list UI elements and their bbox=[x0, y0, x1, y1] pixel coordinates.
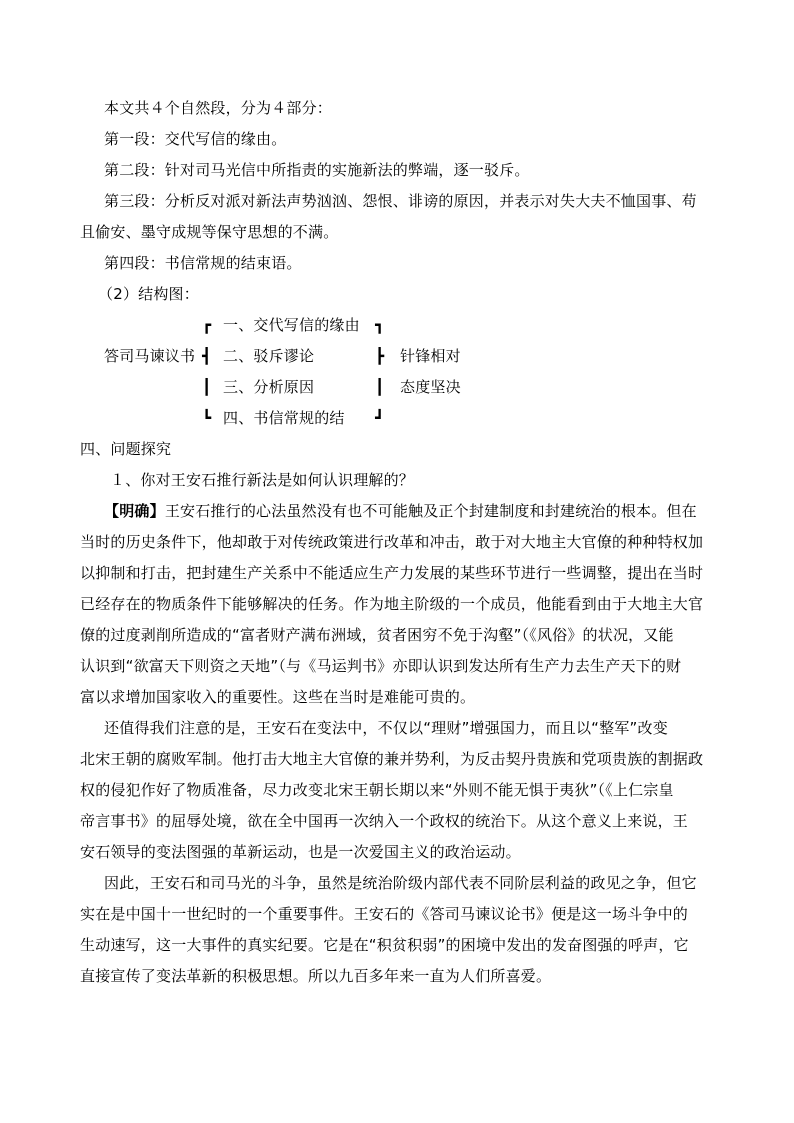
brace-bottom-right: ┛ bbox=[375, 409, 385, 427]
answer-line: 王安石推行的心法虽然没有也不可能触及正个封建制度和封建统治的根本。但在 bbox=[164, 502, 697, 520]
summary-paragraph-2: 第二段：针对司马光信中所指责的实施新法的弊端，逐一驳斥。 bbox=[104, 161, 530, 179]
brace-top-right: ┓ bbox=[375, 316, 385, 334]
structure-right-2: 态度坚决 bbox=[400, 378, 461, 396]
brace-bottom-left: ┗ bbox=[202, 409, 212, 427]
answer-line: 直接宣传了变法革新的积极思想。所以九百多年来一直为人们所喜爱。 bbox=[80, 967, 552, 985]
brace-vert-left: ┃ bbox=[202, 378, 212, 396]
question-1: １、你对王安石推行新法是如何认识理解的？ bbox=[110, 471, 415, 489]
summary-paragraph-3-line-2: 且偷安、墨守成规等保守思想的不满。 bbox=[80, 223, 339, 241]
brace-mid-right: ┣ bbox=[375, 347, 385, 365]
summary-paragraph-3-line-1: 第三段：分析反对派对新法声势汹汹、怨恨、诽谤的原因，并表示对失大夫不恤国事、苟 bbox=[104, 192, 697, 210]
summary-intro: 本文共４个自然段，分为４部分： bbox=[104, 99, 333, 117]
structure-item-3: 三、分析原因 bbox=[223, 378, 315, 396]
answer-paragraph-3 bbox=[80, 868, 724, 992]
brace-mid-left: ┫ bbox=[202, 347, 212, 365]
answer-line: 实在是中国十一世纪时的一个重要事件。王安石的《答司马谏议论书》便是这一场斗争中的 bbox=[80, 905, 689, 923]
answer-line: 帝言事书》的屈辱处境，欲在全中国再一次纳入一个政权的统治下。从这个意义上来说，王 bbox=[80, 812, 689, 830]
answer-line: 认识到“欲富天下则资之天地”（与《马运判书》亦即认识到发达所有生产力去生产天下的财 bbox=[80, 657, 682, 675]
structure-item-4: 四、书信常规的结 bbox=[223, 409, 345, 427]
answer-line: 僚的过度剥削所造成的“富者财产满布洲域，贫者困穷不免于沟壑”（《风俗》的状况，又能 bbox=[80, 626, 674, 644]
brace-vert-right: ┃ bbox=[375, 378, 385, 396]
brace-top-left: ┏ bbox=[202, 316, 212, 334]
answer-paragraph-2 bbox=[80, 713, 724, 868]
summary-paragraph-1: 第一段：交代写信的缘由。 bbox=[104, 130, 287, 148]
section-heading: 四、问题探究 bbox=[80, 440, 172, 458]
answer-line: 安石领导的变法图强的革新运动，也是一次爱国主义的政治运动。 bbox=[80, 843, 521, 861]
answer-line: 当时的历史条件下，他却敢于对传统政策进行改革和冲击，敢于对大地主大官僚的种种特权加 bbox=[80, 533, 704, 551]
structure-label: （2）结构图： bbox=[98, 285, 199, 303]
answer-line: 富以求增加国家收入的重要性。这些在当时是难能可贵的。 bbox=[80, 688, 476, 706]
answer-line: 权的侵犯作好了物质准备，尽力改变北宋王朝长期以来“外则不能无惧于夷狄”（《上仁宗皇 bbox=[80, 781, 674, 799]
structure-item-1: 一、交代写信的缘由 bbox=[223, 316, 360, 334]
structure-item-2: 二、驳斥谬论 bbox=[223, 347, 315, 365]
structure-right-1: 针锋相对 bbox=[400, 347, 461, 365]
answer-line: 还值得我们注意的是，王安石在变法中，不仅以“理财”增强国力，而且以“整军”改变 bbox=[104, 719, 668, 737]
document-content bbox=[80, 93, 724, 992]
answer-line: 已经存在的物质条件下能够解决的任务。作为地主阶级的一个成员，他能看到由于大地主大官 bbox=[80, 595, 704, 613]
answer-line: 生动速写，这一大事件的真实纪要。它是在“积贫积弱”的困境中发出的发奋图强的呼声，它 bbox=[80, 936, 689, 954]
structure-diagram bbox=[80, 310, 724, 434]
answer-tag: 【明确】 bbox=[104, 502, 165, 520]
answer-line: 北宋王朝的腐败军制。他打击大地主大官僚的兼并势利，为反击契丹贵族和党项贵族的割据政 bbox=[80, 750, 704, 768]
summary-paragraph-4: 第四段：书信常规的结束语。 bbox=[104, 254, 302, 272]
answer-line: 因此，王安石和司马光的斗争，虽然是统治阶级内部代表不同阶层利益的政见之争，但它 bbox=[104, 874, 697, 892]
structure-root: 答司马谏议书 bbox=[104, 347, 196, 365]
answer-line: 以抑制和打击，把封建生产关系中不能适应生产力发展的某些环节进行一些调整，提出在当时 bbox=[80, 564, 704, 582]
answer-paragraph-1 bbox=[80, 496, 724, 713]
